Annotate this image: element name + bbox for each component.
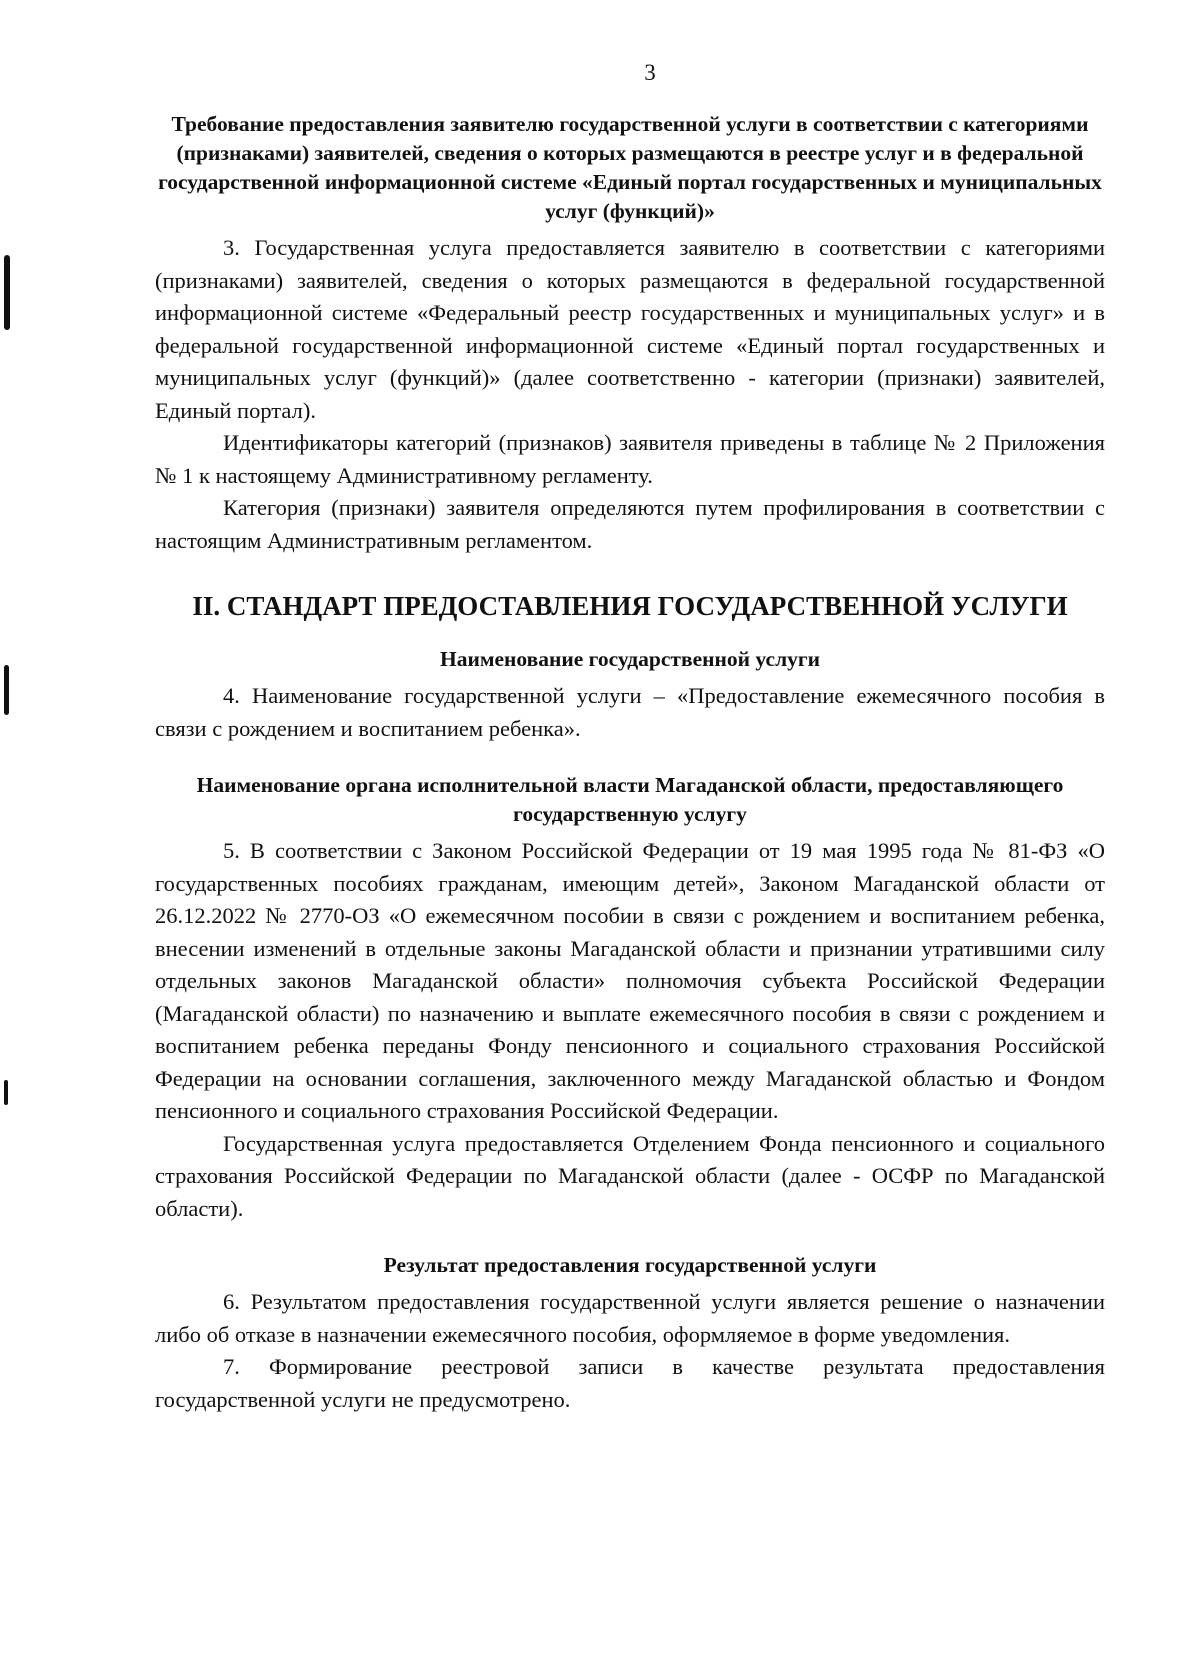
section-heading-authority: Наименование органа исполнительной власти Магаданской области, предоставляющего государственную услугу xyxy=(196,773,1064,826)
paragraph-3: 3. Государственная услуга предоставляется заявителю в соответствии с категориями (признаками) заявителей, сведения о которых размещаются в федеральной государственной информационной системе «Федеральный реестр государственных и муниципальных услуг» и в федеральной государственной информационной системе «Единый портал государственных и муниципальных услуг (функций)» (далее соответственно - категории (признаки) заявителей, Единый портал). xyxy=(155,235,1105,423)
paragraph-6: 6. Результатом предоставления государственной услуги является решение о назначении либо об отказе в назначении ежемесячного пособия, оформляемое в форме уведомления. xyxy=(155,1289,1105,1347)
scan-edge-mark xyxy=(4,255,10,330)
paragraph-7: 7. Формирование реестровой записи в качестве результата предоставления государственной услуги не предусмотрено. xyxy=(155,1354,1105,1412)
paragraph-provider: Государственная услуга предоставляется Отделением Фонда пенсионного и социального страхования Российской Федерации по Магаданской области (далее - ОСФР по Магаданской области). xyxy=(155,1130,1105,1221)
part-heading-standard: II. СТАНДАРТ ПРЕДОСТАВЛЕНИЯ ГОСУДАРСТВЕННОЙ УСЛУГИ xyxy=(192,591,1068,621)
page-number: 3 xyxy=(644,60,656,85)
document-body xyxy=(155,110,1105,1416)
paragraph-categories: Категория (признаки) заявителя определяются путем профилирования в соответствии с настоящим Административным регламентом. xyxy=(155,495,1105,553)
scan-edge-mark xyxy=(4,665,9,715)
section-heading-applicant-requirements: Требование предоставления заявителю государственной услуги в соответствии с категориями (признаками) заявителей, сведения о которых размещаются в реестре услуг и в федеральной государственной информационной системе «Единый портал государственных и муниципальных услуг (функций)» xyxy=(158,112,1102,223)
paragraph-identifiers: Идентификаторы категорий (признаков) заявителя приведены в таблице № 2 Приложения № 1 к настоящему Административному регламенту. xyxy=(155,430,1105,488)
paragraph-4: 4. Наименование государственной услуги – «Предоставление ежемесячного пособия в связи с рождением и воспитанием ребенка». xyxy=(155,683,1105,741)
section-heading-result: Результат предоставления государственной услуги xyxy=(383,1253,877,1277)
paragraph-5: 5. В соответствии с Законом Российской Федерации от 19 мая 1995 года № 81-ФЗ «О государственных пособиях гражданам, имеющим детей», Законом Магаданской области от 26.12.2022 № 2770-ОЗ «О ежемесячном пособии в связи с рождением и воспитанием ребенка, внесении изменений в отдельные законы Магаданской области и признании утратившими силу отдельных законов Магаданской области» полномочия субъекта Российской Федерации (Магаданской области) по назначению и выплате ежемесячного пособия в связи с рождением и воспитанием ребенка переданы Фонду пенсионного и социального страхования Российской Федерации на основании соглашения, заключенного между Магаданской областью и Фондом пенсионного и социального страхования Российской Федерации. xyxy=(155,838,1105,1123)
scan-edge-mark xyxy=(4,1080,8,1105)
section-heading-service-name: Наименование государственной услуги xyxy=(439,647,821,671)
